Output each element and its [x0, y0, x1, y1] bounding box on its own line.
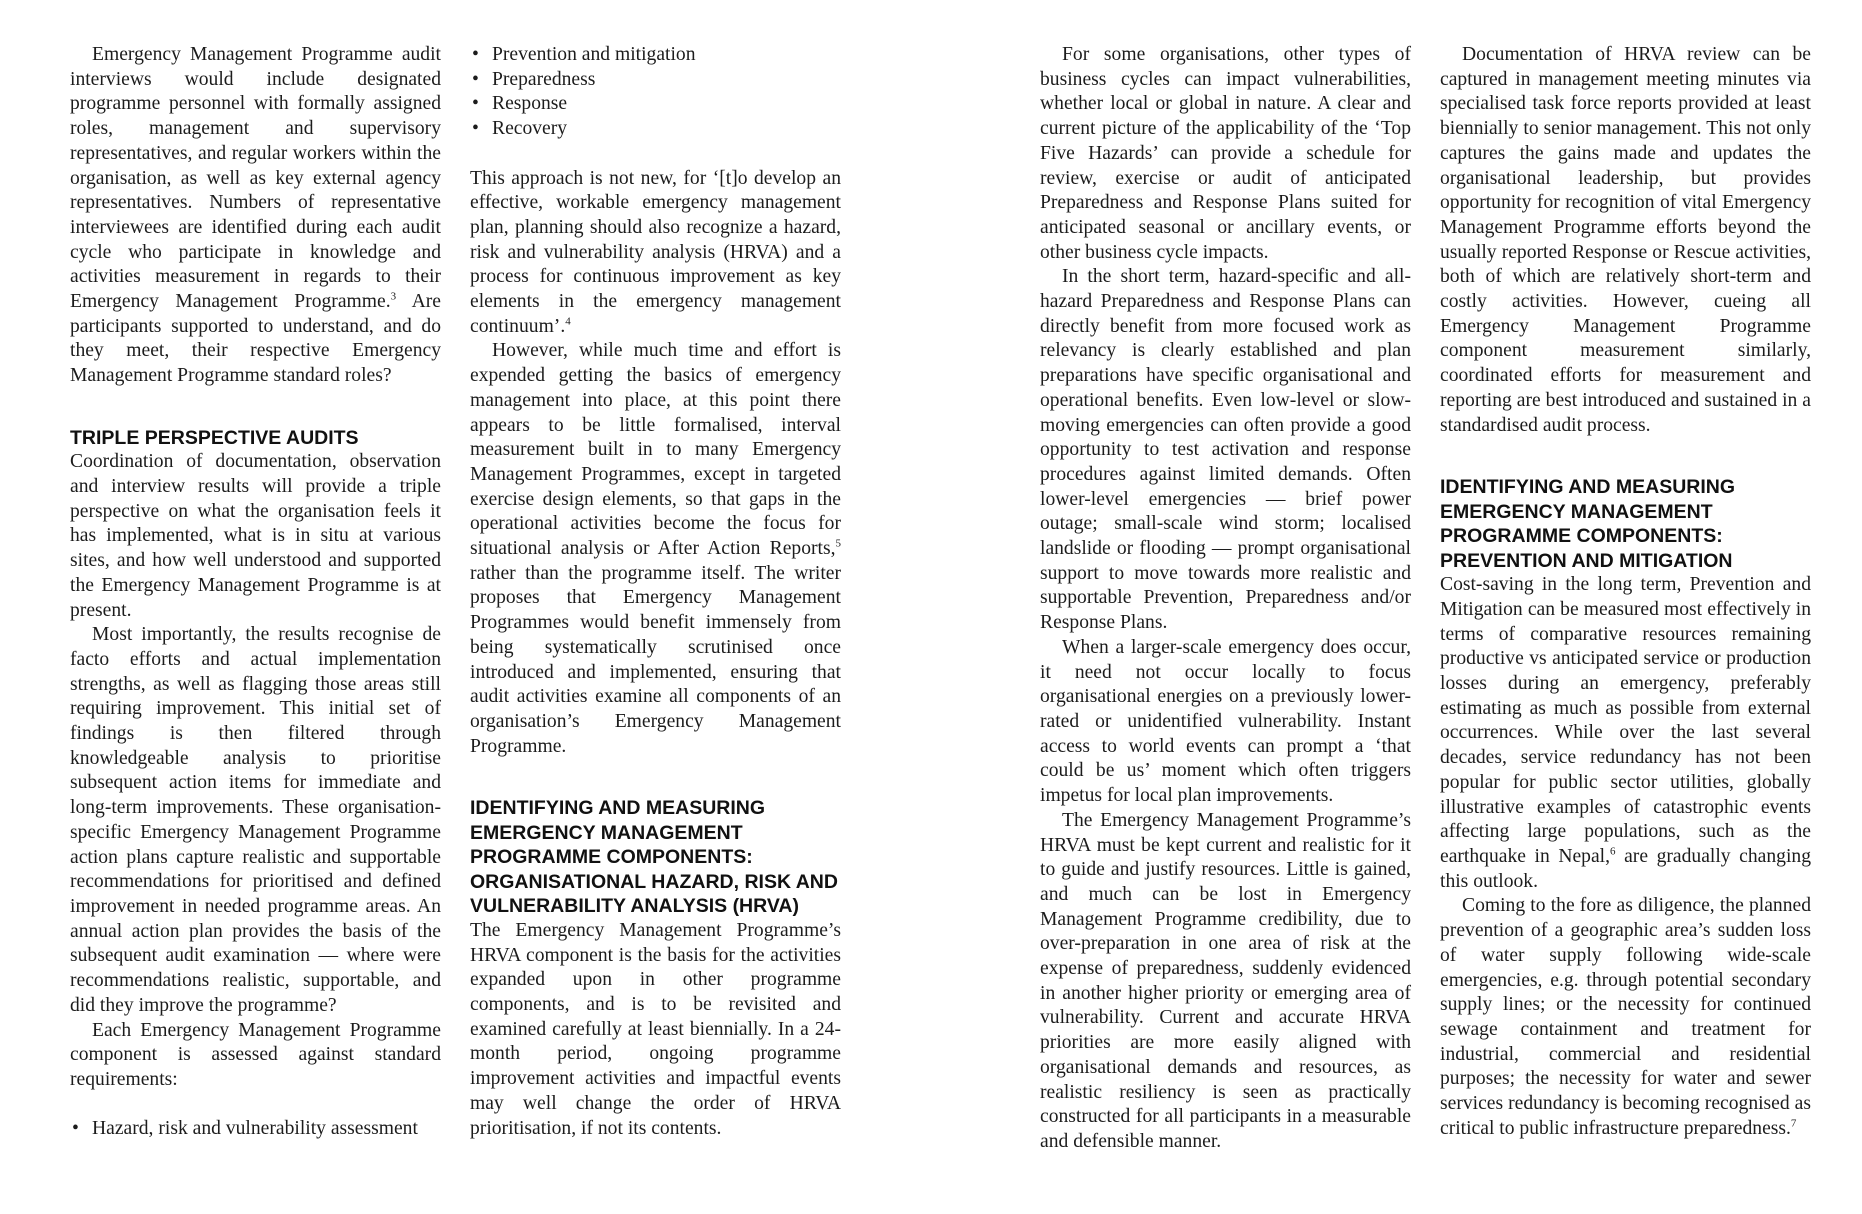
paragraph: Emergency Management Programme audit interviews would include designated programme personnel with formally assigned roles, management and supervisory representatives, and regular workers within the organisation, as well as key external agency representatives. Numbers of representative interviewees are identified during each audit cycle who participate in knowledge and activities measurement in regards to their Emergency Management Programme.$^3$ Are participants supported to understand, and do they meet, their respective Emergency Management Programme standard roles? — [70, 44, 441, 387]
list-item: • Hazard, risk and vulnerability assessment — [70, 1117, 441, 1142]
list-item: • Recovery — [470, 117, 841, 142]
footnote-ref[interactable]: 7 — [1790, 1117, 1797, 1130]
paragraph: Cost-saving in the long term, Prevention and Mitigation can be measured most effectively in terms of comparative resources remaining productive vs anticipated service or production losses during an emergency, preferably estimating as much as possible from external occurrences. While over the last several decades, service redundancy has not been popular for public sector utilities, globally illustrative examples of catastrophic events affecting large populations, such as the earthquake in Nepal,$^6$ are gradually changing this outlook. — [1440, 574, 1811, 892]
paragraph: For some organisations, other types of business cycles can impact vulnerabilities, whether local or global in nature. A clear and current picture of the applicability of the ‘Top Five Hazards’ can provide a schedule for review, exercise or audit of anticipated Preparedness and Response Plans suited for anticipated seasonal or ancillary events, or other business cycle impacts. — [1040, 44, 1411, 263]
left-page — [0, 0, 900, 1214]
paragraph: The Emergency Management Programme’s HRVA must be kept current and realistic for it to guide and justify resources. Little is gained, and much can be lost in Emergency Management Programme credibility, due to over-preparation in one area of risk at the expense of preparedness, suddenly evidenced in another higher priority or emerging area of vulnerability. Current and accurate HRVA priorities are more easily aligned with organisational demands and resources, as realistic resiliency is seen as practically constructed for all participants in a measurable and defensible manner. — [1040, 809, 1411, 1152]
paragraph: However, while much time and effort is expended getting the basics of emergency management into place, at this point there appears to be little formalised, interval measurement built in to many Emergency Management Programmes, except in targeted exercise design elements, so that gaps in the operational activities become the focus for situational analysis or After Action Reports,$^5$ rather than the programme itself. The writer proposes that Emergency Management Programmes would benefit immensely from being systematically scrutinised once introduced and implemented, ensuring that audit activities examine all components of an organisation’s Emergency Management Programme. — [470, 340, 841, 757]
bullet-list — [70, 1117, 441, 1142]
column-4 — [1440, 43, 1811, 1141]
paragraph: Coordination of documentation, observation and interview results will provide a triple perspective on what the organisation feels it has implemented, what is in situ at various sites, and how well understood and supported the Emergency Management Programme is at present. — [70, 451, 441, 621]
paragraph: The Emergency Management Programme’s HRVA component is the basis for the activities expanded upon in other programme components, and is to be revisited and examined carefully at least biennially. In a 24-month period, ongoing programme improvement activities and impactful events may well change the order of HRVA prioritisation, if not its contents. — [470, 919, 841, 1139]
section-heading: IDENTIFYING AND MEASURING EMERGENCY MANAGEMENT PROGRAMME COMPONENTS: PREVENTION AND MITIGATION — [1440, 476, 1736, 572]
list-item: • Preparedness — [470, 68, 841, 93]
footnote-ref[interactable]: 4 — [565, 315, 571, 328]
column-1 — [70, 43, 441, 1142]
paragraph: This approach is not new, for ‘[t]o develop an effective, workable emergency management plan, planning should also recognize a hazard, risk and vulnerability analysis (HRVA) and a process for continuous improvement as key elements in the emergency management continuum’.$^4$ — [470, 167, 841, 337]
footnote-ref[interactable]: 6 — [1610, 845, 1616, 858]
paragraph: Documentation of HRVA review can be captured in management meeting minutes via specialised task force reports provided at least biennially to senior management. This not only captures the gains made and updates the organisational leadership, but provides opportunity for recognition of vital Emergency Management Programme efforts beyond the usually reported Response or Rescue activities, both of which are relatively short-term and costly activities. However, cueing all Emergency Management Programme component measurement similarly, coordinated efforts for measurement and reporting are best introduced and sustained in a standardised audit process. — [1440, 44, 1811, 436]
column-2 — [470, 43, 841, 1141]
list-item: • Response — [470, 92, 841, 117]
column-3 — [1040, 43, 1411, 1155]
paragraph: In the short term, hazard-specific and all-hazard Preparedness and Response Plans can directly benefit from more focused work as relevancy is clearly established and plan preparations have specific organisational and operational benefits. Even low-level or slow-moving emergencies can often provide a good opportunity to test activation and response procedures against limited demands. Often lower-level emergencies — brief power outage; small-scale wind storm; localised landslide or flooding — prompt organisational support to move towards more realistic and supportable Prevention, Preparedness and/or Response Plans. — [1040, 266, 1411, 634]
list-item: • Prevention and mitigation — [470, 43, 841, 68]
paragraph: Each Emergency Management Programme component is assessed against standard requirements: — [70, 1019, 441, 1090]
bullet-list — [470, 43, 841, 142]
paragraph: When a larger-scale emergency does occur, it need not occur locally to focus organisational energies on a previously lower-rated or unidentified vulnerability. Instant access to world events can prompt a ‘that could be us’ moment which often triggers impetus for local plan improvements. — [1040, 636, 1411, 807]
paragraph: Most importantly, the results recognise de facto efforts and actual implementation strengths, as well as flagging those areas still requiring improvement. This initial set of findings is then filtered through knowledgeable analysis to prioritise subsequent action items for immediate and long-term improvements. These organisation-specific Emergency Management Programme action plans capture realistic and supportable recommendations for prioritised and defined improvement in needed programme areas. An annual action plan provides the basis of the subsequent audit examination — where were recommendations realistic, supportable, and did they improve the programme? — [70, 624, 441, 1016]
footnote-ref[interactable]: 3 — [390, 290, 397, 303]
footnote-ref[interactable]: 5 — [835, 537, 841, 550]
section-heading: IDENTIFYING AND MEASURING EMERGENCY MANAGEMENT PROGRAMME COMPONENTS: ORGANISATIONAL HAZARD, RISK AND VULNERABILITY ANALYSIS (HRVA) — [470, 797, 838, 918]
paragraph: Coming to the fore as diligence, the planned prevention of a geographic area’s sudden loss of water supply following wide-scale emergencies, e.g. through potential secondary supply lines; or the necessity for continued sewage containment and treatment for industrial, commercial and residential purposes; the necessity for water and sewer services redundancy is becoming recognised as critical to public infrastructure preparedness.$^7$ — [1440, 895, 1811, 1139]
right-page — [900, 0, 1862, 1214]
section-heading: TRIPLE PERSPECTIVE AUDITS — [70, 426, 359, 449]
